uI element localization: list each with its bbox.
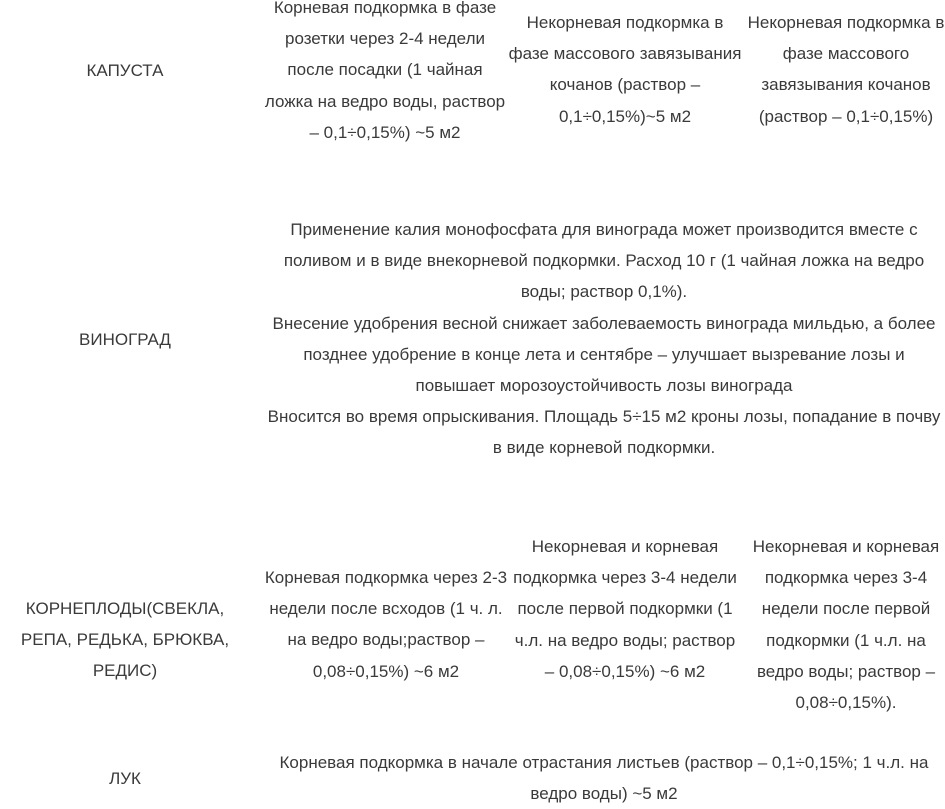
grape-text-block [262, 214, 945, 464]
crop-name-onion: ЛУК [109, 769, 141, 788]
crop-name-cabbage: КАПУСТА [86, 61, 164, 80]
root-vegetables-cell-1: Корневая подкормка через 2-3 недели после всходов (1 ч. л. на ведро воды;раствор – 0,08÷0,15%) ~6 м2 [264, 568, 508, 681]
crop-name-root-vegetables: КОРНЕПЛОДЫ(СВЕКЛА, РЕПА, РЕДЬКА, БРЮКВА, РЕДИС) [20, 599, 230, 681]
onion-cell: Корневая подкормка в начале отрастания листьев (раствор – 0,1÷0,15%; 1 ч.л. на ведро воды) ~5 м2 [279, 753, 929, 804]
grape-paragraph-2: Внесение удобрения весной снижает заболеваемость винограда мильдью, а более позднее удобрение в конце лета и сентябре – улучшает вызревание лозы и повышает морозоустойчивость лозы винограда [272, 313, 936, 396]
grape-paragraph-3: Вносится во время опрыскивания. Площадь 5÷15 м2 кроны лозы, попадание в почву в виде корневой подкормки. [267, 407, 941, 458]
cabbage-cell-2: Некорневая подкормка в фазе массового завязывания кочанов (раствор – 0,1÷0,15%)~5 м2 [508, 13, 742, 126]
grape-paragraph-1: Применение калия монофосфата для винограда может производится вместе с поливом и в виде внекорневой подкормки. Расход 10 г (1 чайная ложка на ведро воды; раствор 0,1%). [283, 220, 925, 302]
cabbage-cell-3: Некорневая подкормка в фазе массового завязывания кочанов (раствор – 0,1÷0,15%) [747, 13, 945, 126]
cabbage-cell-1: Корневая подкормка в фазе розетки через 2-4 недели после посадки (1 чайная ложка на ведро воды, раствор – 0,1÷0,15%) ~5 м2 [264, 0, 506, 142]
root-vegetables-cell-2: Некорневая и корневая подкормка через 3-4 недели после первой подкормки (1 ч.л. на ведро воды; раствор – 0,08÷0,15%) ~6 м2 [513, 537, 737, 681]
root-vegetables-cell-3: Некорневая и корневая подкормка через 3-4 недели после первой подкормки (1 ч.л. на ведро воды; раствор – 0,08÷0,15%). [752, 537, 940, 713]
crop-name-grape: ВИНОГРАД [79, 330, 171, 349]
